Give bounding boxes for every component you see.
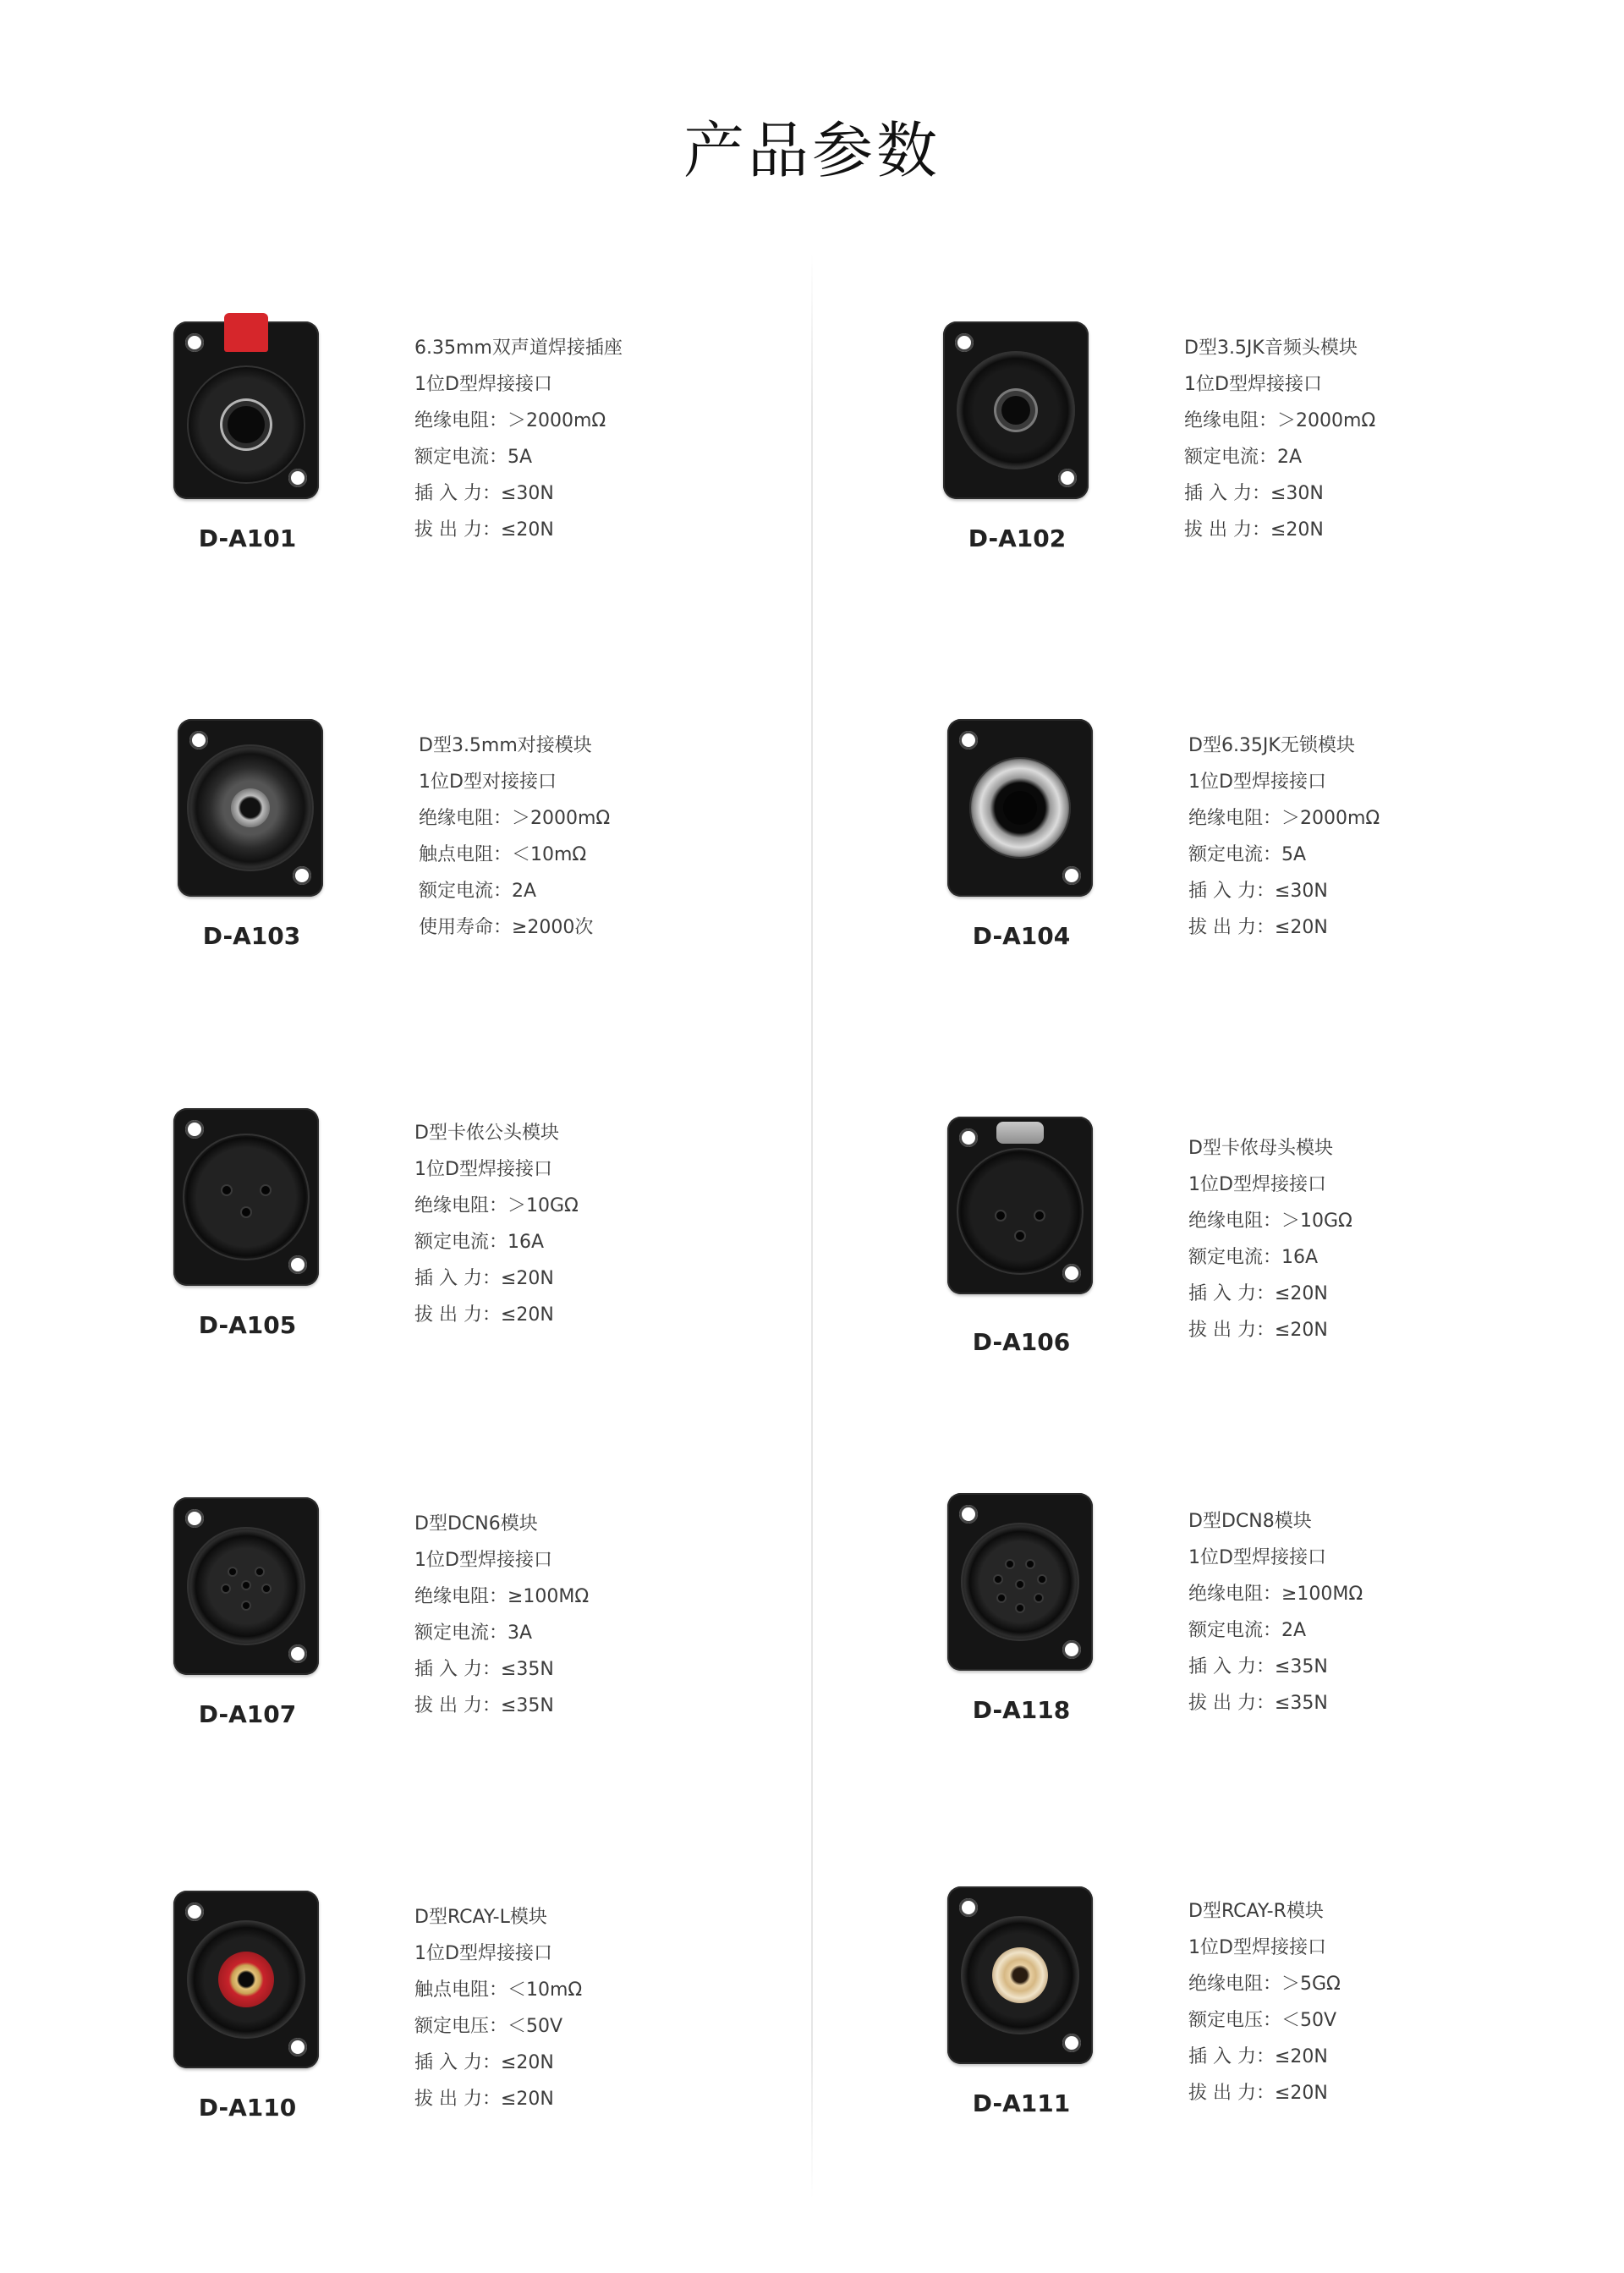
mount-hole	[959, 731, 978, 749]
product-card	[947, 719, 1624, 1024]
connector-plate	[947, 1886, 1093, 2064]
spec-line: 1位D型焊接接口	[414, 1550, 552, 1571]
spec-line: 额定电流：5A	[414, 447, 533, 468]
connector-plate	[173, 1497, 319, 1675]
mount-hole	[189, 731, 208, 749]
spec-line: 绝缘电阻：＞2000mΩ	[1184, 410, 1376, 431]
mount-hole	[1062, 1264, 1081, 1282]
spec-line: 绝缘电阻：＞2000mΩ	[419, 808, 611, 829]
mount-hole	[185, 1509, 204, 1528]
mount-hole	[959, 1898, 978, 1917]
spec-list	[419, 727, 610, 946]
spec-line: 1位D型焊接接口	[414, 374, 552, 395]
spec-line: 6.35mm双声道焊接插座	[414, 338, 623, 359]
page-title: 产品参数	[683, 115, 941, 186]
spec-line: D型DCN6模块	[414, 1513, 538, 1535]
spec-line: D型3.5mm对接模块	[419, 735, 592, 756]
spec-line: 拔 出 力：≤20N	[1184, 519, 1324, 541]
spec-line: 拔 出 力：≤20N	[414, 2089, 554, 2110]
mount-hole	[288, 1644, 307, 1663]
connector-plate	[947, 1493, 1093, 1671]
spec-line: 1位D型对接接口	[419, 771, 557, 793]
product-model: D-A105	[198, 1311, 297, 1339]
product-card	[173, 1891, 850, 2195]
spec-line: 插 入 力：≤20N	[1188, 1283, 1328, 1304]
spec-line: 绝缘电阻：＞10GΩ	[414, 1195, 579, 1216]
product-image	[947, 719, 1095, 897]
spec-line: 1位D型焊接接口	[1188, 1937, 1326, 1958]
spec-line: 拔 出 力：≤35N	[1188, 1693, 1328, 1714]
spec-list	[1188, 1503, 1363, 1721]
spec-line: 使用寿命：≥2000次	[419, 917, 594, 938]
spec-line: 额定电流：2A	[419, 881, 537, 902]
mount-hole	[185, 1120, 204, 1139]
connector-plate	[173, 321, 319, 499]
spec-line: 1位D型焊接接口	[1188, 771, 1326, 793]
spec-line: D型卡侬公头模块	[414, 1123, 559, 1144]
product-card	[173, 1108, 850, 1413]
spec-line: 绝缘电阻：＞5GΩ	[1188, 1974, 1341, 1995]
product-image	[947, 1886, 1095, 2064]
spec-line: 插 入 力：≤30N	[414, 483, 554, 504]
spec-list	[1188, 727, 1380, 946]
red-latch	[224, 313, 268, 352]
spec-line: 额定电流：16A	[1188, 1247, 1319, 1268]
spec-line: D型RCAY-R模块	[1188, 1901, 1324, 1922]
spec-line: 额定电流：2A	[1188, 1620, 1307, 1641]
product-model: D-A106	[972, 1328, 1071, 1356]
spec-line: 额定电压：＜50V	[414, 2016, 563, 2037]
spec-line: 绝缘电阻：＞2000mΩ	[1188, 808, 1380, 829]
spec-list	[414, 1115, 579, 1333]
spec-line: 拔 出 力：≤20N	[414, 1304, 554, 1326]
spec-line: 拔 出 力：≤35N	[414, 1695, 554, 1716]
mount-hole	[288, 2038, 307, 2056]
connector-plate	[173, 1891, 319, 2068]
mount-hole	[185, 1902, 204, 1921]
spec-line: D型6.35JK无锁模块	[1188, 735, 1355, 756]
product-card	[173, 321, 850, 626]
spec-line: 1位D型焊接接口	[414, 1943, 552, 1964]
connector-plate	[943, 321, 1089, 499]
spec-line: 拔 出 力：≤20N	[414, 519, 554, 541]
spec-line: 触点电阻：＜10mΩ	[414, 1979, 583, 2001]
product-model: D-A107	[198, 1700, 297, 1728]
spec-line: 绝缘电阻：＞10GΩ	[1188, 1211, 1352, 1232]
spec-list	[1188, 1130, 1352, 1348]
spec-line: 插 入 力：≤35N	[1188, 1656, 1328, 1677]
spec-line: 插 入 力：≤20N	[414, 2052, 554, 2073]
product-card	[173, 1497, 850, 1802]
spec-line: 额定电流：5A	[1188, 844, 1307, 865]
spec-line: 插 入 力：≤35N	[414, 1659, 554, 1680]
mount-hole	[288, 469, 307, 487]
connector-plate	[947, 719, 1093, 897]
spec-list	[1184, 330, 1375, 548]
spec-line: 额定电压：＜50V	[1188, 2010, 1337, 2031]
spec-line: 额定电流：2A	[1184, 447, 1303, 468]
spec-line: 绝缘电阻：≥100MΩ	[1188, 1584, 1363, 1605]
spec-line: 1位D型焊接接口	[414, 1159, 552, 1180]
connector-plate	[173, 1108, 319, 1286]
spec-line: 额定电流：16A	[414, 1232, 545, 1253]
product-model: D-A110	[198, 2094, 297, 2122]
product-model: D-A101	[198, 524, 297, 552]
spec-line: 拔 出 力：≤20N	[1188, 1320, 1328, 1341]
spec-line: 1位D型焊接接口	[1184, 374, 1322, 395]
spec-line: 1位D型焊接接口	[1188, 1547, 1326, 1568]
product-model: D-A118	[972, 1696, 1071, 1724]
product-image	[173, 1891, 321, 2068]
mount-hole	[185, 333, 204, 352]
mount-hole	[955, 333, 974, 352]
product-card	[943, 321, 1620, 626]
product-model: D-A111	[972, 2089, 1071, 2117]
product-model: D-A102	[968, 524, 1067, 552]
product-model: D-A103	[202, 922, 301, 950]
mount-hole	[1058, 469, 1077, 487]
mount-hole	[288, 1255, 307, 1274]
spec-line: D型RCAY-L模块	[414, 1907, 547, 1928]
spec-line: 绝缘电阻：＞2000mΩ	[414, 410, 606, 431]
spec-line: 拔 出 力：≤20N	[1188, 2083, 1328, 2104]
metal-latch	[996, 1122, 1044, 1144]
spec-line: 插 入 力：≤30N	[1188, 881, 1328, 902]
product-card	[947, 1493, 1624, 1798]
spec-line: 额定电流：3A	[414, 1622, 533, 1644]
spec-line: D型3.5JK音频头模块	[1184, 338, 1358, 359]
spec-line: 绝缘电阻：≥100MΩ	[414, 1586, 590, 1607]
spec-line: 拔 出 力：≤20N	[1188, 917, 1328, 938]
product-image	[173, 1108, 321, 1286]
spec-line: 插 入 力：≤30N	[1184, 483, 1324, 504]
spec-list	[1188, 1893, 1341, 2111]
spec-list	[414, 1506, 589, 1724]
product-card	[178, 719, 854, 1024]
mount-hole	[1062, 866, 1081, 885]
mount-hole	[1062, 2034, 1081, 2052]
product-image	[947, 1493, 1095, 1671]
product-image	[173, 321, 321, 499]
spec-line: 1位D型焊接接口	[1188, 1174, 1326, 1195]
spec-list	[414, 330, 623, 548]
spec-line: 触点电阻：＜10mΩ	[419, 844, 587, 865]
product-card	[947, 1117, 1624, 1421]
spec-line: D型卡侬母头模块	[1188, 1138, 1333, 1159]
mount-hole	[293, 866, 311, 885]
mount-hole	[959, 1128, 978, 1147]
mount-hole	[1062, 1640, 1081, 1659]
product-image	[178, 719, 326, 897]
product-image	[943, 321, 1091, 499]
spec-list	[414, 1899, 582, 2117]
connector-plate	[178, 719, 323, 897]
product-image	[947, 1117, 1095, 1294]
spec-line: 插 入 力：≤20N	[414, 1268, 554, 1289]
product-model: D-A104	[972, 922, 1071, 950]
connector-plate	[947, 1117, 1093, 1294]
spec-line: D型DCN8模块	[1188, 1511, 1312, 1532]
product-card	[947, 1886, 1624, 2191]
mount-hole	[959, 1505, 978, 1524]
spec-line: 插 入 力：≤20N	[1188, 2046, 1328, 2067]
product-image	[173, 1497, 321, 1675]
